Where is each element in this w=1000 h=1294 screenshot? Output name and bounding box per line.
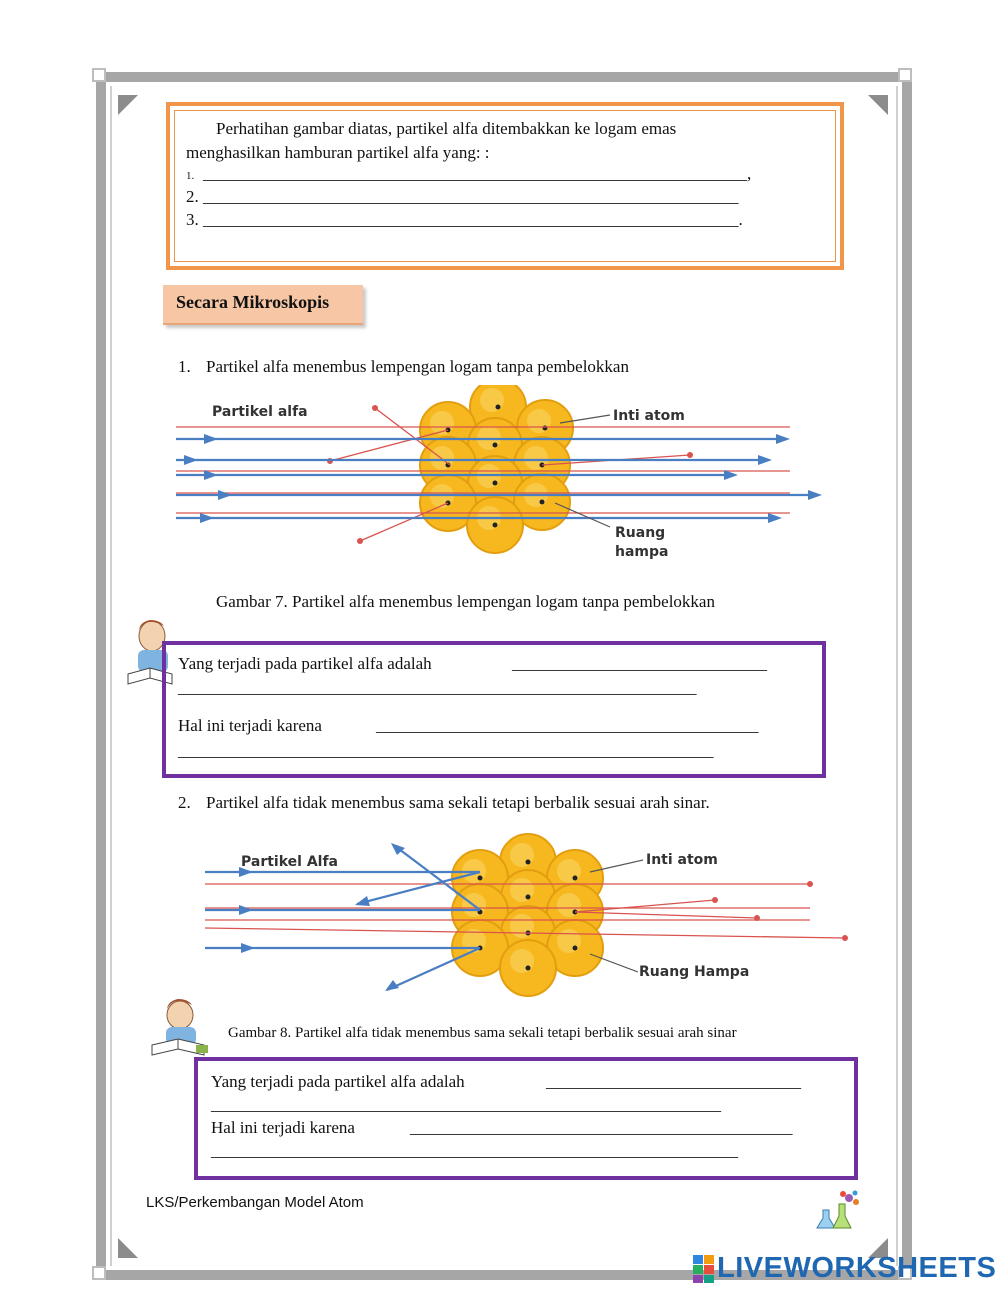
question-intro-line2: menghasilkan hamburan partikel alfa yang: :	[186, 143, 490, 162]
diagram1-label-particle: Partikel alfa	[212, 404, 308, 420]
diagram-alpha-pass-through	[170, 385, 830, 565]
answer-1-number: 1.	[186, 170, 195, 182]
figure-8-caption: Gambar 8. Partikel alfa tidak menembus sama sekali tetapi berbalik sesuai arah sinar	[228, 1025, 737, 1041]
answer-box-1-why-blank[interactable]: _____________________________________________	[376, 716, 759, 735]
answer-box-2-what-blank[interactable]: ______________________________	[546, 1072, 801, 1091]
point-2-text: Partikel alfa tidak menembus sama sekali tetapi berbalik sesuai arah sinar.	[206, 793, 710, 812]
question-intro-line1: Perhatihan gambar diatas, partikel alfa ditembakkan ke logam emas	[216, 119, 677, 138]
liveworksheets-logo-icon	[693, 1255, 715, 1283]
answer-1-blank[interactable]: ________________________________________________________________,	[203, 164, 752, 183]
answer-box-2-what-blank-cont[interactable]: ____________________________________________________________	[211, 1095, 721, 1114]
point-1-text: Partikel alfa menembus lempengan logam tanpa pembelokkan	[206, 357, 629, 376]
science-flask-icon	[815, 1190, 861, 1232]
answer-box-1-line1-label: Yang terjadi pada partikel alfa adalah	[178, 654, 432, 673]
diagram2-label-space: Ruang Hampa	[639, 964, 750, 980]
page-frame-left	[96, 72, 106, 1280]
answer-2-blank[interactable]: 2. _______________________________________________________________	[186, 187, 739, 206]
answer-box-2-why-blank-cont[interactable]: ______________________________________________________________	[211, 1141, 738, 1160]
page-frame-right	[902, 72, 912, 1280]
diagram-alpha-bounce-back	[195, 830, 855, 1000]
liveworksheets-brand[interactable]: LIVEWORKSHEETS	[717, 1252, 997, 1284]
frame-corner-triangle	[118, 1238, 138, 1258]
page-frame-inner-right	[896, 86, 898, 1266]
page-frame-inner-left	[110, 86, 112, 1266]
diagram2-label-nucleus: Inti atom	[646, 852, 718, 868]
frame-corner-square	[92, 68, 106, 82]
answer-3-blank[interactable]: 3. _______________________________________________________________.	[186, 210, 743, 229]
section-heading: Secara Mikroskopis	[176, 292, 330, 312]
diagram2-label-particle: Partikel Alfa	[241, 854, 339, 870]
answer-box-1-what-blank-cont[interactable]: _____________________________________________________________	[178, 678, 697, 697]
answer-box-2-line3-label: Hal ini terjadi karena	[211, 1118, 355, 1137]
diagram1-label-nucleus: Inti atom	[613, 408, 685, 424]
frame-corner-square	[898, 68, 912, 82]
answer-box-1-line3-label: Hal ini terjadi karena	[178, 716, 322, 735]
point-2-number: 2.	[178, 793, 191, 812]
frame-corner-triangle	[868, 95, 888, 115]
answer-box-1-why-blank-cont[interactable]: _______________________________________________________________	[178, 741, 714, 760]
page-frame-top	[96, 72, 912, 82]
figure-7-caption: Gambar 7. Partikel alfa menembus lempengan logam tanpa pembelokkan	[216, 592, 715, 611]
footer-title: LKS/Perkembangan Model Atom	[146, 1194, 364, 1211]
frame-corner-square	[92, 1266, 106, 1280]
diagram1-label-space-2: hampa	[615, 544, 669, 560]
answer-box-1-what-blank[interactable]: ______________________________	[512, 654, 767, 673]
point-1-number: 1.	[178, 357, 191, 376]
answer-box-2-line1-label: Yang terjadi pada partikel alfa adalah	[211, 1072, 465, 1091]
answer-box-2-why-blank[interactable]: _____________________________________________	[410, 1118, 793, 1137]
student-reading-icon	[150, 995, 210, 1059]
diagram1-label-space-1: Ruang	[615, 525, 666, 541]
frame-corner-triangle	[118, 95, 138, 115]
